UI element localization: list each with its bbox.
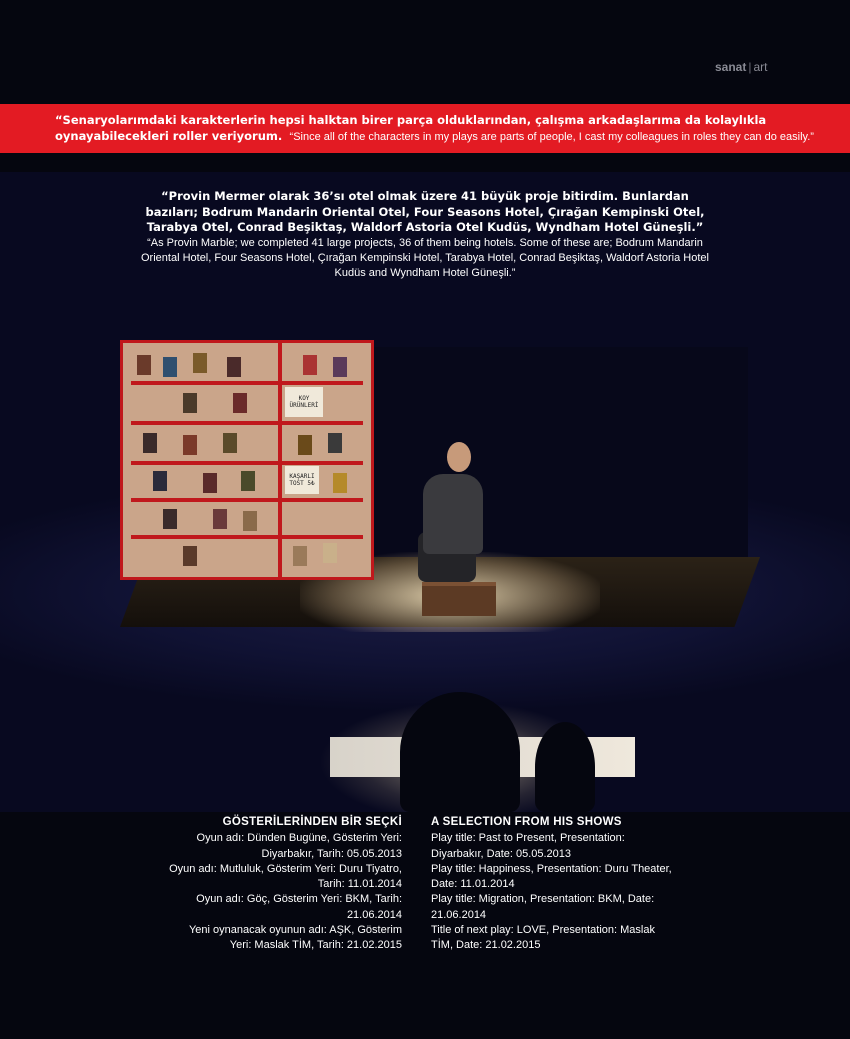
shows-list-en [431, 815, 676, 954]
show-item: Oyun adı: Mutluluk, Gösterim Yeri: Duru Tiyatro, Tarih: 11.01.2014 [169, 862, 402, 891]
shelf-product [223, 433, 237, 453]
shelf-product [153, 471, 167, 491]
shelf-product [143, 433, 157, 453]
pull-quote-en: “Since all of the characters in my plays are parts of people, I cast my colleagues in roles they can do easily.” [289, 131, 814, 143]
shelf-product [333, 473, 347, 493]
shelf-sign: KOY ÜRÜNLERİ [285, 387, 323, 417]
shelf-row [131, 381, 363, 385]
show-item: Play title: Past to Present, Presentation: Diyarbakır, Date: 05.05.2013 [431, 832, 625, 860]
shelf-product [333, 357, 347, 377]
pull-quote [55, 112, 815, 145]
shelf-product [137, 355, 151, 375]
shelf-row [131, 535, 363, 539]
show-item: Play title: Migration, Presentation: BKM, Date: 21.06.2014 [431, 893, 655, 921]
show-item: Yeni oynanacak oyunun adı: AŞK, Gösterim Yeri: Maslak TİM, Tarih: 21.02.2015 [188, 924, 402, 952]
shows-heading-tr: GÖSTERİLERİNDEN BİR SEÇKİ [222, 816, 402, 828]
section-tag [715, 60, 768, 74]
shelf-product [241, 471, 255, 491]
performer-head [447, 442, 471, 472]
photo-quote-tr: “Provin Mermer olarak 36’sı otel olmak üzere 41 büyük proje bitirdim. Bunlardan bazıları; Bodrum Mandarin Oriental Otel, Four Seasons Hotel, Çırağan Kempinski Otel, Tarabya Otel, Conrad Beşiktaş, Waldorf Astoria Otel Kudüs, Wyndham Hotel Güneşli.” [145, 189, 705, 234]
shelf-product [193, 353, 207, 373]
stage-photo [0, 172, 850, 812]
pull-quote-tr: “Senaryolarımdaki karakterlerin hepsi halktan birer parça olduklarından, çalışma arkadaşlarıma da kolaylıkla oynayabilecekleri roller veriyorum. [55, 113, 767, 143]
shelf-product [163, 357, 177, 377]
show-item: Oyun adı: Dünden Bugüne, Gösterim Yeri: Diyarbakır, Tarih: 05.05.2013 [196, 832, 402, 860]
pull-quote-band [0, 104, 850, 153]
shelf-product [183, 393, 197, 413]
section-separator: | [748, 60, 752, 74]
show-item: Play title: Happiness, Presentation: Duru Theater, Date: 11.01.2014 [431, 862, 672, 891]
show-item: Oyun adı: Göç, Gösterim Yeri: BKM, Tarih: 21.06.2014 [196, 893, 402, 921]
shelf-row [131, 421, 363, 425]
show-item: Title of next play: LOVE, Presentation: Maslak TİM, Date: 21.02.2015 [431, 924, 655, 952]
shelf-product [213, 509, 227, 529]
prop-shelf [120, 340, 374, 580]
shelf-product [303, 355, 317, 375]
photo-quote [135, 189, 715, 281]
shelf-sign: KAŞARLI TOST 5₺ [285, 466, 319, 494]
shelf-product [293, 546, 307, 566]
stage-chest [422, 582, 496, 616]
shelf-row [131, 498, 363, 502]
shelf-product [163, 509, 177, 529]
shelf-product [183, 435, 197, 455]
photo-quote-en: “As Provin Marble; we completed 41 large projects, 36 of them being hotels. Some of these are; Bodrum Mandarin Oriental Hotel, Four Seasons Hotel, Çırağan Kempinski Hotel, Tarabya Hotel, Conrad Beşiktaş, Waldorf Astoria Hotel Kudüs and Wyndham Hotel Güneşli.” [141, 236, 709, 279]
audience-silhouette [400, 692, 520, 812]
section-name: sanat [715, 60, 747, 74]
section-name-en: art [753, 60, 768, 74]
audience-silhouette [535, 722, 595, 812]
shelf-product [233, 393, 247, 413]
shelf-product [227, 357, 241, 377]
shelf-row [131, 461, 363, 465]
shelf-product [298, 435, 312, 455]
shows-list-tr [165, 815, 402, 954]
shelf-product [243, 511, 257, 531]
shelf-divider [278, 343, 282, 577]
shelf-product [328, 433, 342, 453]
shows-heading-en: A SELECTION FROM HIS SHOWS [431, 816, 622, 828]
shelf-product [203, 473, 217, 493]
shelf-product [183, 546, 197, 566]
shelf-product [323, 543, 337, 563]
performer-body [423, 474, 483, 554]
